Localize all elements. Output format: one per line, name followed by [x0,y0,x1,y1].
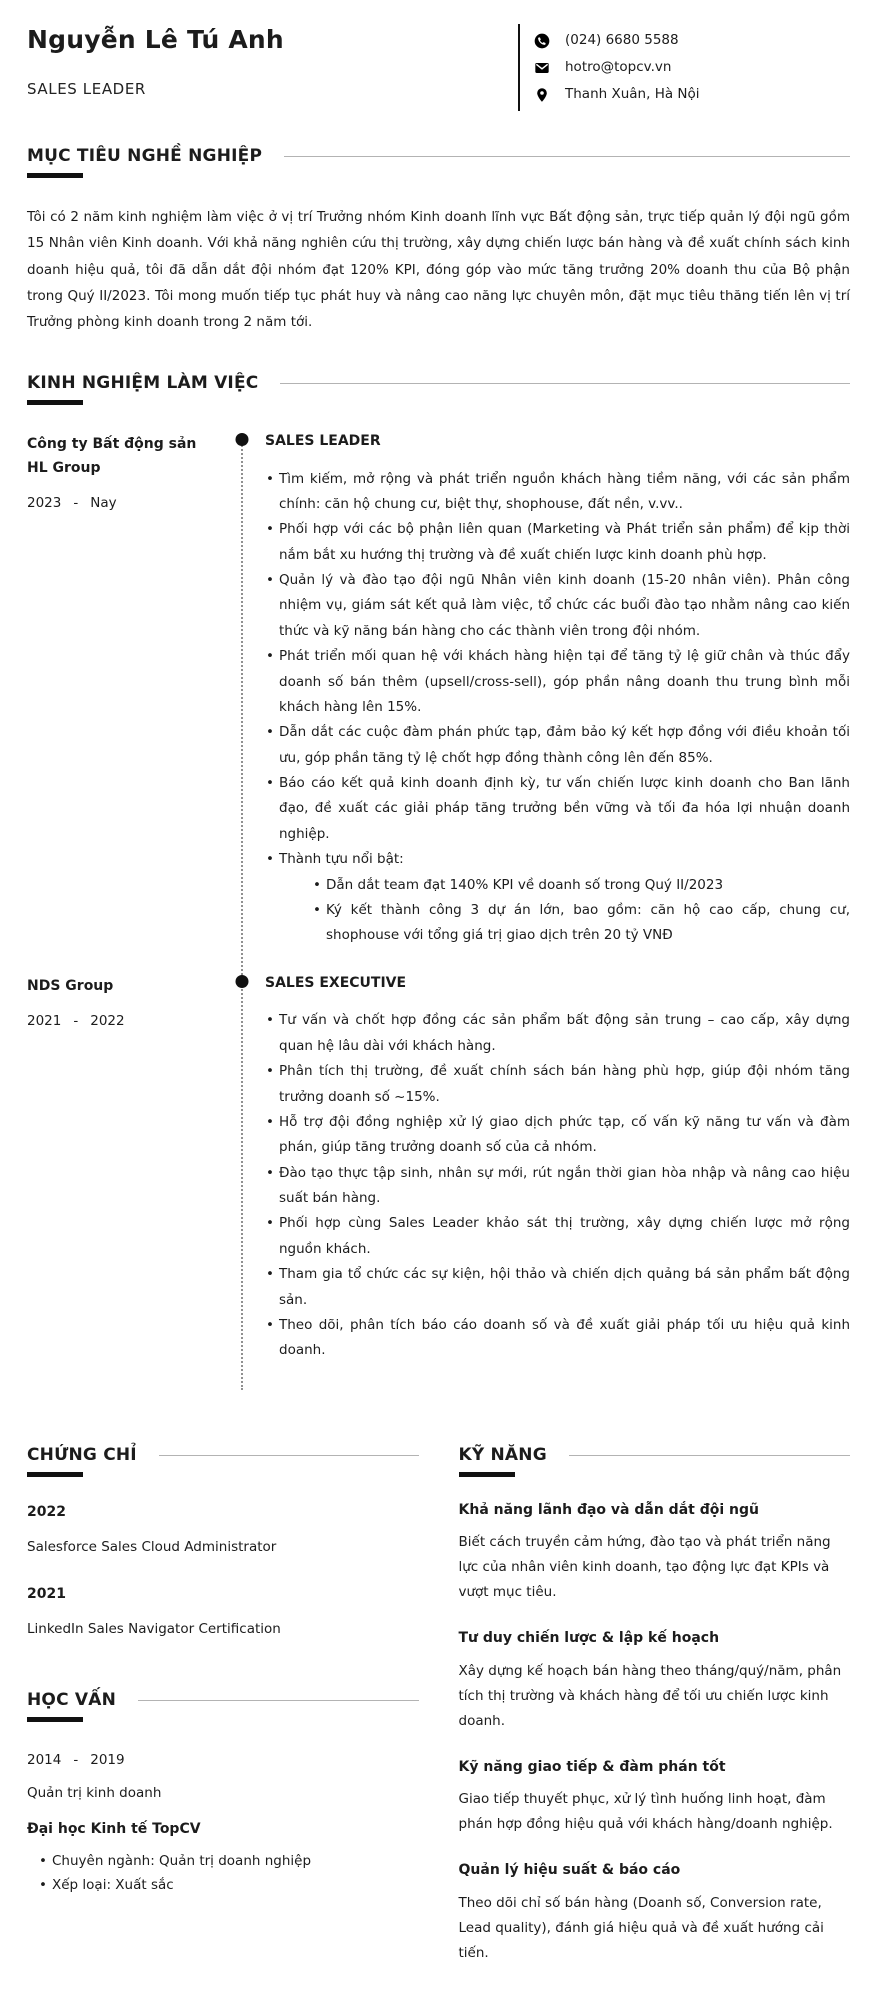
contact-text: (024) 6680 5588 [565,31,679,48]
job-bullet: • Phát triển mối quan hệ với khách hàng hiện tại để tăng tỷ lệ giữ chân và thúc đẩy doanh số bán thêm (upsell/cross-sell), góp phần nâng doanh thu trung bình mỗi khách hàng lên 15%. [265,644,850,720]
job-bullet: • Theo dõi, phân tích báo cáo doanh số và đề xuất giải pháp tối ưu hiệu quả kinh doanh. [265,1313,850,1364]
education-details [27,1850,419,1897]
job-position: SALES EXECUTIVE [265,974,407,991]
skill-title: Kỹ năng giao tiếp & đàm phán tốt [458,1758,726,1775]
job-period-separator: - [73,1013,79,1030]
education-period-separator: - [73,1751,79,1768]
section-education [27,1689,419,1898]
education-title: HỌC VẤN [27,1689,117,1710]
job-bullet: • Dẫn dắt các cuộc đàm phán phức tạp, đảm bảo ký kết hợp đồng với điều khoản tối ưu, góp phần tăng tỷ lệ chốt hợp đồng thành công lên đến 85%. [265,720,850,771]
job-bullet: • Hỗ trợ đội đồng nghiệp xử lý giao dịch phức tạp, cố vấn kỹ năng tư vấn và đàm phán, giúp tăng trưởng doanh số của cả nhóm. [265,1110,850,1161]
certificate-year: 2021 [27,1585,66,1602]
job-bullet: • Tham gia tổ chức các sự kiện, hội thảo và chiến dịch quảng bá sản phẩm bất động sản. [265,1262,850,1313]
job-meta [27,975,219,1390]
education-period-start: 2014 [27,1751,62,1768]
heading-underline [27,1472,83,1477]
heading-rule [569,1455,850,1456]
job-company: Công ty Bất động sản HL Group [27,435,197,476]
skill-description: Biết cách truyền cảm hứng, đào tạo và phát triển năng lực của nhân viên kinh doanh, tạo động lực đạt KPIs và vượt mục tiêu. [458,1534,831,1601]
email-icon [534,60,550,76]
skill-description: Giao tiếp thuyết phục, xử lý tình huống linh hoạt, đàm phán hợp đồng hiệu quả với khách hàng/doanh nghiệp. [458,1791,833,1833]
candidate-title: SALES LEADER [27,79,146,98]
contact-row [534,54,850,81]
heading-rule [284,156,850,157]
job-details [265,433,850,975]
certificate-name: Salesforce Sales Cloud Administrator [27,1539,277,1556]
certificate-item [27,1501,419,1559]
education-school: Đại học Kinh tế TopCV [27,1821,201,1838]
section-skills [459,1444,851,1966]
education-heading [27,1689,419,1722]
heading-underline [27,173,83,178]
heading-rule [159,1455,419,1456]
education-period-end: 2019 [90,1751,125,1768]
job-timeline [219,975,265,1390]
skill-item [459,1758,851,1838]
certificate-year: 2022 [27,1503,66,1520]
job-period-end: Nay [90,495,117,512]
header-identity [27,24,284,101]
skill-description: Theo dõi chỉ số bán hàng (Doanh số, Conversion rate, Lead quality), đánh giá hiệu quả và đề xuất hướng cải tiến. [458,1894,824,1961]
job-bullet: • Quản lý và đào tạo đội ngũ Nhân viên kinh doanh (15-20 nhân viên). Phân công nhiệm vụ, giám sát kết quả làm việc, tổ chức các buổi đào tạo nhằm nâng cao kiến thức và kỹ năng bán hàng cho các thành viên trong đội nhóm. [265,568,850,644]
contact-list [518,24,850,111]
job-list [27,433,850,1390]
education-detail: • Chuyên ngành: Quản trị doanh nghiệp [39,1850,419,1874]
objective-text: Tôi có 2 năm kinh nghiệm làm việc ở vị trí Trưởng nhóm Kinh doanh lĩnh vực Bất động sản, trực tiếp quản lý đội ngũ gồm 15 Nhân viên Kinh doanh. Với khả năng nghiên cứu thị trường, xây dựng chiến lược bán hàng và đề xuất chính sách kinh doanh hiệu quả, tôi đã dẫn dắt đội nhóm đạt 120% KPI, đóng góp vào mức tăng trưởng 20% doanh thu của Bộ phận trong Quý II/2023. Tôi mong muốn tiếp tục phát huy và nâng cao năng lực chuyên môn, đặt mục tiêu thăng tiến lên vị trí Trưởng phòng kinh doanh trong 2 năm tới. [27,209,850,331]
contact-row [534,81,850,108]
bottom-right-column [459,1444,851,1966]
heading-underline [27,400,83,405]
skill-item [459,1629,851,1734]
skill-item [459,1501,851,1606]
contact-text: Thanh Xuân, Hà Nội [565,85,700,102]
job-period-end: 2022 [90,1013,125,1030]
certificate-list [27,1501,419,1641]
education-period [27,1750,419,1772]
section-certificates [27,1444,419,1641]
objective-heading [27,145,850,178]
job-company: NDS Group [27,977,114,994]
certificates-title: CHỨNG CHỈ [27,1444,137,1465]
job-bullet: • Báo cáo kết quả kinh doanh định kỳ, tư vấn chiến lược kinh doanh cho Ban lãnh đạo, đề xuất các giải pháp tăng trưởng bền vững và tối đa hóa lợi nhuận doanh nghiệp. [265,771,850,847]
certificates-heading [27,1444,419,1477]
job-bullet-list [265,1008,850,1363]
job-sub-bullet: • Ký kết thành công 3 dự án lớn, bao gồm: căn hộ cao cấp, chung cư, shophouse với tổng giá trị giao dịch trên 20 tỷ VNĐ [312,898,850,949]
job-bullet: • Phân tích thị trường, đề xuất chính sách bán hàng phù hợp, giúp đội nhóm tăng trưởng doanh số ~15%. [265,1059,850,1110]
heading-underline [27,1717,83,1722]
skills-title: KỸ NĂNG [458,1444,547,1465]
timeline-dot [236,433,249,446]
job-period-start: 2021 [27,1013,62,1030]
job-sub-bullet: • Dẫn dắt team đạt 140% KPI về doanh số trong Quý II/2023 [312,873,850,898]
bottom-left-column [27,1444,419,1966]
contact-row [534,27,850,54]
section-objective [27,145,850,336]
skill-title: Khả năng lãnh đạo và dẫn dắt đội ngũ [458,1501,759,1518]
job-bullet: • Phối hợp cùng Sales Leader khảo sát thị trường, xây dựng chiến lược mở rộng nguồn khách. [265,1211,850,1262]
education-detail: • Xếp loại: Xuất sắc [39,1874,419,1898]
education-major: Quản trị kinh doanh [27,1785,162,1802]
job-period [27,1011,219,1033]
heading-underline [459,1472,515,1477]
skill-title: Quản lý hiệu suất & báo cáo [458,1862,681,1879]
job-bullet: • Phối hợp với các bộ phận liên quan (Marketing và Phát triển sản phẩm) để kịp thời nắm bắt xu hướng thị trường và đề xuất chiến lược kinh doanh phù hợp. [265,517,850,568]
contact-text: hotro@topcv.vn [565,58,672,75]
skills-heading [459,1444,851,1477]
job-bullet-list [265,467,850,949]
skill-title: Tư duy chiến lược & lập kế hoạch [458,1630,720,1647]
job-timeline [219,433,265,975]
candidate-name: Nguyễn Lê Tú Anh [27,25,284,54]
bottom-columns [27,1444,850,1966]
heading-rule [138,1700,418,1701]
certificate-name: LinkedIn Sales Navigator Certification [27,1621,281,1638]
experience-title: KINH NGHIỆM LÀM VIỆC [27,372,259,393]
experience-heading [27,372,850,405]
job-position: SALES LEADER [265,432,381,449]
job-meta [27,433,219,975]
header [27,18,850,111]
skill-item [459,1861,851,1966]
job-entry [27,433,850,975]
job-details [265,975,850,1390]
skill-description: Xây dựng kế hoạch bán hàng theo tháng/quý/năm, phân tích thị trường và khách hàng để tối ưu chiến lược kinh doanh. [458,1662,842,1729]
job-period-separator: - [73,495,79,512]
job-bullet: • Tìm kiếm, mở rộng và phát triển nguồn khách hàng tiềm năng, với các sản phẩm chính: căn hộ chung cư, biệt thự, shophouse, đất nền, v.vv.. [265,467,850,518]
section-experience [27,372,850,1390]
job-bullet: • Thành tựu nổi bật: • Dẫn dắt team đạt 140% KPI về doanh số trong Quý II/2023 • Ký kết thành công 3 dự án lớn, bao gồm: căn hộ cao cấp, chung cư, shophouse với tổng giá trị giao dịch trên 20 tỷ VNĐ [265,847,850,949]
job-sub-bullet-list [279,873,850,949]
objective-title: MỤC TIÊU NGHỀ NGHIỆP [27,146,263,166]
job-entry [27,975,850,1390]
phone-icon [534,33,550,49]
job-period-start: 2023 [27,495,62,512]
job-bullet: • Tư vấn và chốt hợp đồng các sản phẩm bất động sản trung – cao cấp, xây dựng quan hệ lâu dài với khách hàng. [265,1008,850,1059]
certificate-item [27,1583,419,1641]
skill-list [459,1501,851,1966]
timeline-dot [236,975,249,988]
location-icon [534,87,550,103]
job-period [27,493,219,515]
job-bullet: • Đào tạo thực tập sinh, nhân sự mới, rút ngắn thời gian hòa nhập và nâng cao hiệu suất bán hàng. [265,1161,850,1212]
heading-rule [280,383,850,384]
